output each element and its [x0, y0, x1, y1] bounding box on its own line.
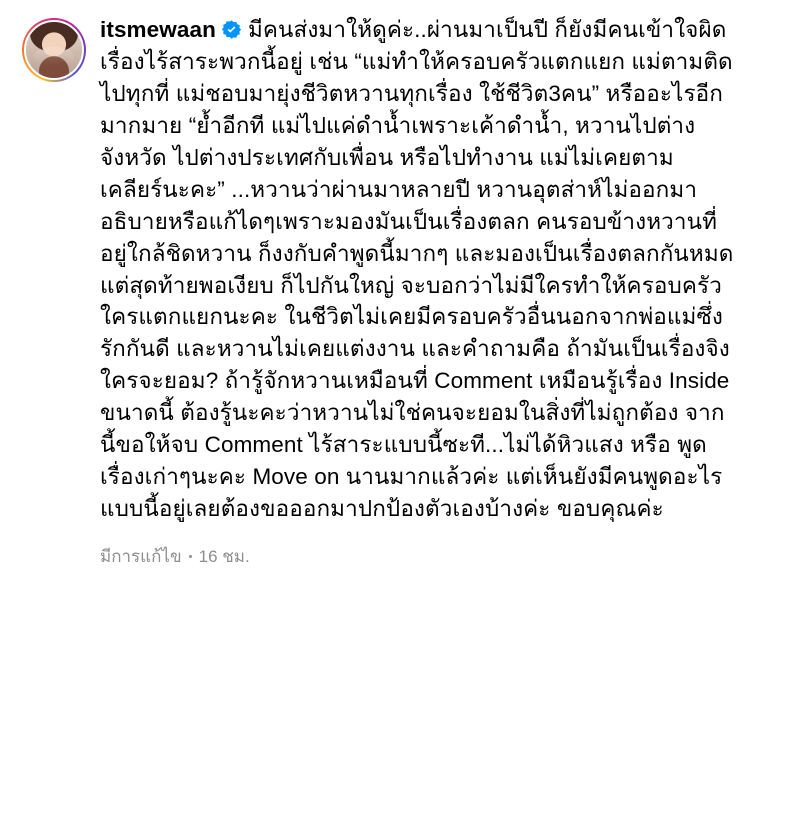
username-link[interactable]: itsmewaan: [100, 17, 216, 42]
avatar-column: [22, 14, 96, 82]
avatar-image: [24, 20, 84, 80]
avatar-photo: [26, 22, 82, 78]
timestamp: 16 ชม.: [198, 547, 250, 566]
verified-badge-icon: [221, 19, 242, 40]
comment-text: มีคนส่งมาให้ดูค่ะ..ผ่านมาเป็นปี ก็ยังมีคนเข้าใจผิดเรื่องไร้สาระพวกนี้อยู่ เช่น “แม่ทำให้ครอบครัวแตกแยก แม่ตามติดไปทุกที่ แม่ชอบมายุ่งชีวิตหวานทุกเรื่อง ใช้ชีวิต3คน” หรืออะไรอีกมากมาย “ย้ำอีกที แม่ไปแค่ดำน้ำเพราะเค้าดำน้ำ, หวานไปต่างจังหวัด ไปต่างประเทศกับเพื่อน หรือไปทำงาน แม่ไม่เคยตาม เคลียร์นะคะ” ...หวานว่าผ่านมาหลายปี หวานอุตส่าห์ไม่ออกมาอธิบายหรือแก้ไดๆเพราะมองมันเป็นเรื่องตลก คนรอบข้างหวานที่อยู่ใกล้ชิดหวาน ก็งงกับคำพูดนี้มากๆ และมองเป็นเรื่องตลกกันหมด แต่สุดท้ายพอเงียบ ก็ไปกันใหญ่ จะบอกว่าไม่มีใครทำให้ครอบครัวใครแตกแยกนะคะ ในชีวิตไม่เคยมีครอบครัวอื่นนอกจากพ่อแม่ซึ่งรักกันดี และหวานไม่เคยแต่งงาน และคำถามคือ ถ้ามันเป็นเรื่องจิง ใครจะยอม? ถ้ารู้จักหวานเหมือนที่ Comment เหมือนรู้เรื่อง Inside ขนาดนี้ ต้องรู้นะคะว่าหวานไม่ใช่คนจะยอมในสิ่งที่ไม่ถูกต้อง จากนี้ขอให้จบ Comment ไร้สาระแบบนี้ซะที...ไม่ได้หิวแสง หรือ พูดเรื่องเก่าๆนะคะ Move on นานมากแล้วค่ะ แต่เห็นยังมีคนพูดอะไรแบบนี้อยู่เลยต้องขอออกมาปกป้องตัวเองบ้างค่ะ ขอบคุณค่ะ: [100, 17, 734, 522]
meta-separator-dot: [189, 555, 192, 558]
comment-body: [96, 14, 740, 570]
avatar[interactable]: [22, 18, 86, 82]
comment-text-block: [100, 14, 740, 525]
comment-meta: [100, 543, 740, 570]
edited-label: มีการแก้ไข: [100, 547, 182, 566]
